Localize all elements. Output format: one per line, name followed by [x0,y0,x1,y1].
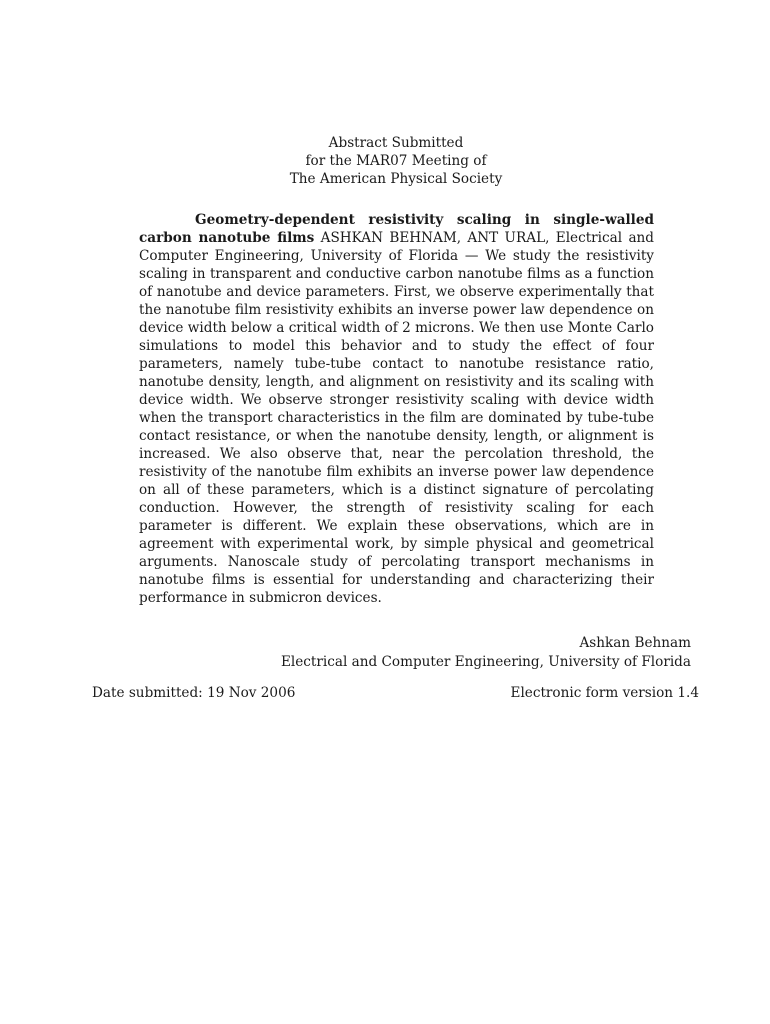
abstract-paragraph [139,211,654,607]
abstract-body: We study the resistivity scaling in transparent and conductive carbon nanotube films as a function of nanotube and device parameters. First, we observe experimentally that the nanotube film resistivity exhibits an inverse power law dependence on device width below a critical width of 2 microns. We then use Monte Carlo simulations to model this behavior and to study the effect of four parameters, namely tube-tube contact to nanotube resistance ratio, nanotube density, length, and alignment on resistivity and its scaling with device width. We observe stronger resistivity scaling with device width when the transport characteristics in the film are dominated by tube-tube contact resistance, or when the nanotube density, length, or alignment is increased. We also observe that, near the percolation threshold, the resistivity of the nanotube film exhibits an inverse power law dependence on all of these parameters, which is a distinct signature of percolating conduction. However, the strength of resistivity scaling for each parameter is different. We explain these observations, which are in agreement with experimental work, by simple physical and geometrical arguments. Nanoscale study of percolating transport mechanisms in nanotube films is essential for understanding and characterizing their performance in submicron devices. [139,248,654,606]
abstract-separator: — [464,248,479,264]
signature-affiliation: Electrical and Computer Engineering, University of Florida [280,654,691,670]
header-line-abstract-submitted: Abstract Submitted [328,135,464,151]
submission-header [0,134,770,188]
header-line-meeting: for the MAR07 Meeting of [305,153,487,169]
header-line-society: The American Physical Society [289,171,503,187]
date-submitted: Date submitted: 19 Nov 2006 [92,685,296,701]
abstract-title: Geometry-dependent resistivity scaling in single-walled carbon nanotube films [139,212,654,246]
form-version: Electronic form version 1.4 [510,685,699,701]
signature-block [281,634,691,672]
abstract-authors: ASHKAN BEHNAM, ANT URAL, Electrical and Computer Engineering, University of Florida [139,230,655,264]
signature-name: Ashkan Behnam [579,635,691,651]
